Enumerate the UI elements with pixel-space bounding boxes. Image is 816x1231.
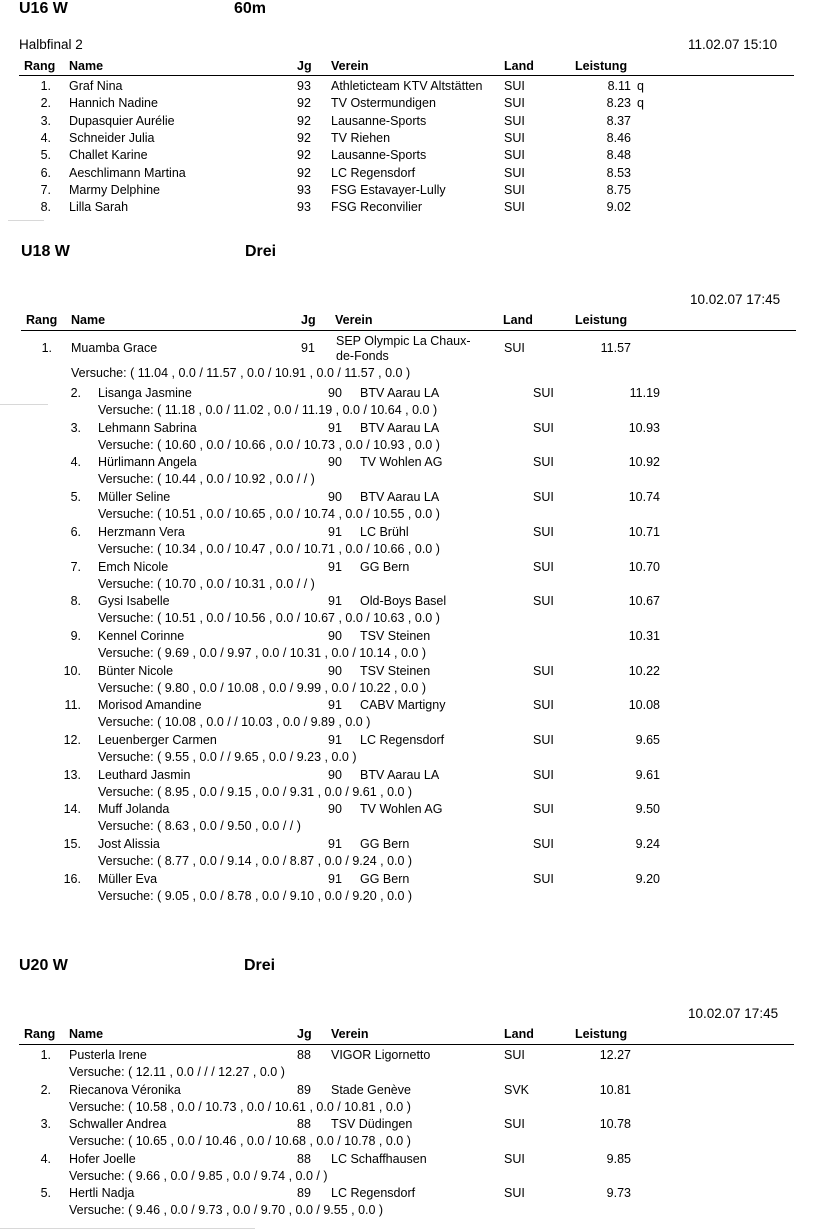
athlete-name: Aeschlimann Martina [69, 165, 186, 180]
birth-year: 91 [328, 524, 342, 539]
birth-year: 92 [297, 130, 311, 145]
s3-header-leistung: Leistung [575, 1027, 628, 1041]
country: SUI [504, 1151, 525, 1166]
s1-round: Halbfinal 2 [19, 37, 83, 52]
birth-year: 93 [297, 200, 311, 215]
performance: 8.75 [606, 182, 631, 197]
page-bottom-rule [0, 1228, 255, 1229]
club: GG Bern [360, 871, 410, 886]
s2-header-rang: Rang [26, 313, 58, 327]
club: VIGOR Ligornetto [331, 1048, 431, 1062]
performance: 10.71 [628, 524, 660, 539]
attempts: Versuche: ( 9.05 , 0.0 / 8.78 , 0.0 / 9.10 , 0.0 / 9.20 , 0.0 ) [98, 888, 413, 903]
country: SUI [504, 1048, 525, 1062]
s2-first-name: Muamba Grace [71, 341, 158, 355]
s2-first-jg: 91 [301, 341, 315, 355]
country: SUI [504, 182, 525, 197]
club: GG Bern [360, 837, 410, 852]
s2-first-club-line2: de-Fonds [336, 349, 389, 363]
s1-header-jg: Jg [297, 59, 312, 73]
country: SUI [533, 871, 554, 886]
birth-year: 93 [297, 182, 311, 197]
attempts: Versuche: ( 12.11 , 0.0 / / / 12.27 , 0.0 ) [69, 1065, 285, 1079]
rank: 15. [63, 837, 81, 852]
s1-header-leistung: Leistung [575, 59, 628, 73]
athlete-name: Gysi Isabelle [98, 594, 170, 609]
country: SUI [533, 767, 554, 782]
s2-first-perf: 11.57 [600, 341, 631, 355]
rank: 7. [40, 182, 51, 197]
s2-first-club-line1: SEP Olympic La Chaux- [336, 334, 471, 348]
attempts: Versuche: ( 9.69 , 0.0 / 9.97 , 0.0 / 10.31 , 0.0 / 10.14 , 0.0 ) [98, 645, 426, 660]
country: SUI [504, 1186, 525, 1201]
attempts: Versuche: ( 8.77 , 0.0 / 9.14 , 0.0 / 8.87 , 0.0 / 9.24 , 0.0 ) [98, 854, 413, 869]
athlete-name: Leuthard Jasmin [98, 767, 191, 782]
rank: 5. [70, 490, 81, 505]
attempts: Versuche: ( 9.66 , 0.0 / 9.85 , 0.0 / 9.74 , 0.0 / ) [69, 1168, 328, 1183]
country: SUI [533, 455, 554, 470]
s3-header-rang: Rang [24, 1027, 56, 1041]
s1-header-name: Name [69, 59, 104, 73]
performance: 9.02 [606, 200, 631, 215]
country: SUI [533, 837, 554, 852]
s2-header-jg: Jg [301, 313, 316, 327]
athlete-name: Hürlimann Angela [98, 455, 197, 470]
s1-category: U16 W [19, 0, 68, 17]
club: TV Wohlen AG [360, 802, 443, 817]
country: SUI [504, 79, 525, 93]
club: BTV Aarau LA [360, 420, 440, 435]
athlete-name: Hofer Joelle [69, 1151, 136, 1166]
birth-year: 91 [328, 594, 342, 609]
birth-year: 90 [328, 455, 342, 470]
athlete-name: Emch Nicole [98, 559, 169, 574]
s2-category: U18 W [21, 243, 70, 260]
performance: 8.37 [606, 113, 631, 128]
performance: 10.08 [628, 698, 660, 713]
birth-year: 90 [328, 386, 342, 400]
athlete-name: Leuenberger Carmen [98, 733, 217, 747]
country: SVK [504, 1082, 530, 1097]
country: SUI [533, 663, 554, 678]
athlete-name: Morisod Amandine [98, 698, 202, 713]
performance: 9.61 [635, 767, 660, 782]
s3-header-name: Name [69, 1027, 104, 1041]
country: SUI [533, 733, 554, 747]
s3-datetime: 10.02.07 17:45 [688, 1006, 779, 1021]
performance: 10.22 [628, 663, 660, 678]
birth-year: 90 [328, 802, 342, 817]
attempts: Versuche: ( 8.63 , 0.0 / 9.50 , 0.0 / / ) [98, 819, 301, 834]
athlete-name: Hannich Nadine [69, 96, 158, 111]
birth-year: 88 [297, 1048, 311, 1062]
rank: 8. [70, 594, 81, 609]
s1-end-mark [8, 220, 44, 221]
attempts: Versuche: ( 10.70 , 0.0 / 10.31 , 0.0 / / ) [98, 576, 315, 591]
s2-header-name: Name [71, 313, 106, 327]
country: SUI [504, 1117, 525, 1132]
s2-header-leistung: Leistung [575, 313, 628, 327]
rank: 16. [63, 871, 81, 886]
s2-first-tries: Versuche: ( 11.04 , 0.0 / 11.57 , 0.0 / 10.91 , 0.0 / 11.57 , 0.0 ) [71, 366, 411, 380]
performance: 9.50 [635, 802, 660, 817]
athlete-name: Bünter Nicole [98, 663, 174, 678]
athlete-name: Kennel Corinne [98, 628, 185, 643]
country: SUI [533, 559, 554, 574]
attempts: Versuche: ( 10.60 , 0.0 / 10.66 , 0.0 / 10.73 , 0.0 / 10.93 , 0.0 ) [98, 437, 440, 452]
club: LC Regensdorf [331, 165, 416, 180]
birth-year: 91 [328, 837, 342, 852]
club: Lausanne-Sports [331, 148, 427, 163]
s2-first-land: SUI [504, 341, 525, 355]
performance: 11.19 [629, 386, 660, 400]
performance: 10.81 [599, 1082, 631, 1097]
rank: 4. [40, 130, 51, 145]
s2-separator-mark [0, 404, 48, 405]
country: SUI [504, 130, 525, 145]
attempts: Versuche: ( 9.80 , 0.0 / 10.08 , 0.0 / 9.99 , 0.0 / 10.22 , 0.0 ) [98, 680, 426, 695]
athlete-name: Riecanova Véronika [69, 1082, 181, 1097]
performance: 10.92 [628, 455, 660, 470]
athlete-name: Schwaller Andrea [69, 1117, 167, 1132]
birth-year: 92 [297, 165, 311, 180]
birth-year: 91 [328, 420, 342, 435]
birth-year: 91 [328, 698, 342, 713]
s3-header-rule [19, 1044, 794, 1045]
club: Old-Boys Basel [360, 594, 447, 609]
s2-header-rule [21, 330, 796, 331]
performance: 8.48 [606, 148, 631, 163]
birth-year: 90 [328, 767, 342, 782]
rank: 4. [70, 455, 81, 470]
rank: 5. [40, 148, 51, 163]
rank: 14. [63, 802, 81, 817]
rank: 2. [70, 386, 81, 400]
performance: 8.23 [606, 96, 631, 111]
rank: 1. [40, 79, 51, 93]
club: BTV Aarau LA [360, 386, 440, 400]
attempts: Versuche: ( 11.18 , 0.0 / 11.02 , 0.0 / 11.19 , 0.0 / 10.64 , 0.0 ) [98, 403, 438, 417]
athlete-name: Dupasquier Aurélie [69, 113, 175, 128]
rank: 6. [70, 524, 81, 539]
club: GG Bern [360, 559, 410, 574]
s1-header-verein: Verein [331, 59, 369, 73]
attempts: Versuche: ( 9.55 , 0.0 / / 9.65 , 0.0 / 9.23 , 0.0 ) [98, 750, 357, 764]
s1-header-rule [19, 75, 794, 76]
performance: 10.93 [628, 420, 660, 435]
athlete-name: Lilla Sarah [69, 200, 129, 215]
attempts: Versuche: ( 8.95 , 0.0 / 9.15 , 0.0 / 9.31 , 0.0 / 9.61 , 0.0 ) [98, 784, 413, 799]
birth-year: 89 [297, 1082, 311, 1097]
country: SUI [533, 420, 554, 435]
rank: 9. [70, 628, 81, 643]
athlete-name: Marmy Delphine [69, 182, 161, 197]
club: LC Schaffhausen [331, 1151, 427, 1166]
rank: 6. [40, 165, 51, 180]
rank: 10. [63, 663, 81, 678]
s1-header-rang: Rang [24, 59, 56, 73]
s2-header-verein: Verein [335, 313, 373, 327]
rank: 4. [40, 1151, 51, 1166]
birth-year: 91 [328, 733, 342, 747]
birth-year: 90 [328, 663, 342, 678]
club: TV Ostermundigen [331, 96, 436, 111]
athlete-name: Jost Alissia [98, 837, 160, 852]
s2-first-rank: 1. [41, 341, 52, 355]
attempts: Versuche: ( 10.34 , 0.0 / 10.47 , 0.0 / 10.71 , 0.0 / 10.66 , 0.0 ) [98, 541, 440, 556]
attempts: Versuche: ( 10.65 , 0.0 / 10.46 , 0.0 / 10.68 , 0.0 / 10.78 , 0.0 ) [69, 1134, 411, 1149]
club: LC Regensdorf [331, 1186, 416, 1201]
athlete-name: Müller Eva [98, 871, 158, 886]
club: TV Wohlen AG [360, 455, 443, 470]
country: SUI [504, 200, 525, 215]
country: SUI [533, 386, 554, 400]
athlete-name: Lisanga Jasmine [98, 386, 192, 400]
performance: 9.20 [635, 871, 660, 886]
performance: 10.31 [628, 628, 660, 643]
rank: 7. [70, 559, 81, 574]
s3-event: Drei [244, 957, 276, 974]
birth-year: 89 [297, 1186, 311, 1201]
athlete-name: Muff Jolanda [98, 802, 170, 817]
performance: 8.46 [606, 130, 631, 145]
s3-header-land: Land [504, 1027, 534, 1041]
s1-event: 60m [234, 0, 267, 17]
s2-datetime: 10.02.07 17:45 [690, 292, 781, 307]
birth-year: 88 [297, 1117, 311, 1132]
country: SUI [533, 698, 554, 713]
club: CABV Martigny [360, 698, 446, 713]
rank: 2. [40, 96, 51, 111]
performance: 9.65 [635, 733, 660, 747]
s3-header-jg: Jg [297, 1027, 312, 1041]
club: LC Regensdorf [360, 733, 445, 747]
birth-year: 88 [297, 1151, 311, 1166]
rank: 3. [40, 113, 51, 128]
performance: 10.67 [628, 594, 660, 609]
rank: 13. [63, 767, 81, 782]
club: FSG Estavayer-Lully [331, 182, 446, 197]
club: BTV Aarau LA [360, 490, 440, 505]
country: SUI [533, 490, 554, 505]
rank: 11. [64, 698, 81, 713]
attempts: Versuche: ( 10.44 , 0.0 / 10.92 , 0.0 / / ) [98, 472, 315, 487]
s1-header-land: Land [504, 59, 534, 73]
birth-year: 92 [297, 96, 311, 111]
athlete-name: Schneider Julia [69, 130, 155, 145]
performance: 9.73 [606, 1186, 631, 1201]
athlete-name: Lehmann Sabrina [98, 420, 197, 435]
country: SUI [504, 165, 525, 180]
performance: 12.27 [599, 1048, 631, 1062]
country: SUI [504, 96, 525, 111]
birth-year: 92 [297, 113, 311, 128]
attempts: Versuche: ( 9.46 , 0.0 / 9.73 , 0.0 / 9.70 , 0.0 / 9.55 , 0.0 ) [69, 1203, 384, 1218]
s1-datetime: 11.02.07 15:10 [688, 37, 778, 52]
country: SUI [533, 594, 554, 609]
s2-header-land: Land [503, 313, 533, 327]
performance: 8.11 [607, 79, 631, 93]
attempts: Versuche: ( 10.51 , 0.0 / 10.56 , 0.0 / 10.67 , 0.0 / 10.63 , 0.0 ) [98, 611, 440, 626]
club: FSG Reconvilier [331, 200, 422, 215]
performance: 10.74 [628, 490, 660, 505]
performance: 9.85 [606, 1151, 631, 1166]
club: LC Brühl [360, 524, 409, 539]
athlete-name: Müller Seline [98, 490, 171, 505]
birth-year: 90 [328, 628, 342, 643]
club: Athleticteam KTV Altstätten [331, 79, 483, 93]
attempts: Versuche: ( 10.58 , 0.0 / 10.73 , 0.0 / 10.61 , 0.0 / 10.81 , 0.0 ) [69, 1099, 411, 1114]
performance: 8.53 [606, 165, 631, 180]
country: SUI [504, 113, 525, 128]
athlete-name: Pusterla Irene [69, 1048, 147, 1062]
club: Lausanne-Sports [331, 113, 427, 128]
rank: 12. [63, 733, 81, 747]
qualification-mark: q [637, 79, 644, 93]
country: SUI [533, 802, 554, 817]
rank: 3. [40, 1117, 51, 1132]
athlete-name: Herzmann Vera [98, 524, 185, 539]
performance: 9.24 [635, 837, 660, 852]
rank: 2. [40, 1082, 51, 1097]
club: BTV Aarau LA [360, 767, 440, 782]
athlete-name: Challet Karine [69, 148, 148, 163]
club: TSV Steinen [360, 663, 431, 678]
birth-year: 92 [297, 148, 311, 163]
athlete-name: Graf Nina [69, 79, 123, 93]
birth-year: 90 [328, 490, 342, 505]
club: TSV Düdingen [331, 1117, 413, 1132]
birth-year: 91 [328, 559, 342, 574]
country: SUI [504, 148, 525, 163]
country: SUI [533, 524, 554, 539]
attempts: Versuche: ( 10.51 , 0.0 / 10.65 , 0.0 / 10.74 , 0.0 / 10.55 , 0.0 ) [98, 507, 440, 522]
attempts: Versuche: ( 10.08 , 0.0 / / 10.03 , 0.0 / 9.89 , 0.0 ) [98, 715, 371, 730]
club: Stade Genève [331, 1082, 411, 1097]
performance: 10.70 [628, 559, 660, 574]
s3-header-verein: Verein [331, 1027, 369, 1041]
birth-year: 93 [297, 79, 311, 93]
qualification-mark: q [637, 96, 644, 111]
s3-category: U20 W [19, 957, 68, 974]
birth-year: 91 [328, 871, 342, 886]
rank: 1. [40, 1048, 51, 1062]
rank: 8. [40, 200, 51, 215]
performance: 10.78 [599, 1117, 631, 1132]
rank: 3. [70, 420, 81, 435]
athlete-name: Hertli Nadja [69, 1186, 135, 1201]
rank: 5. [40, 1186, 51, 1201]
club: TSV Steinen [360, 628, 431, 643]
s2-event: Drei [245, 243, 277, 260]
club: TV Riehen [331, 130, 391, 145]
